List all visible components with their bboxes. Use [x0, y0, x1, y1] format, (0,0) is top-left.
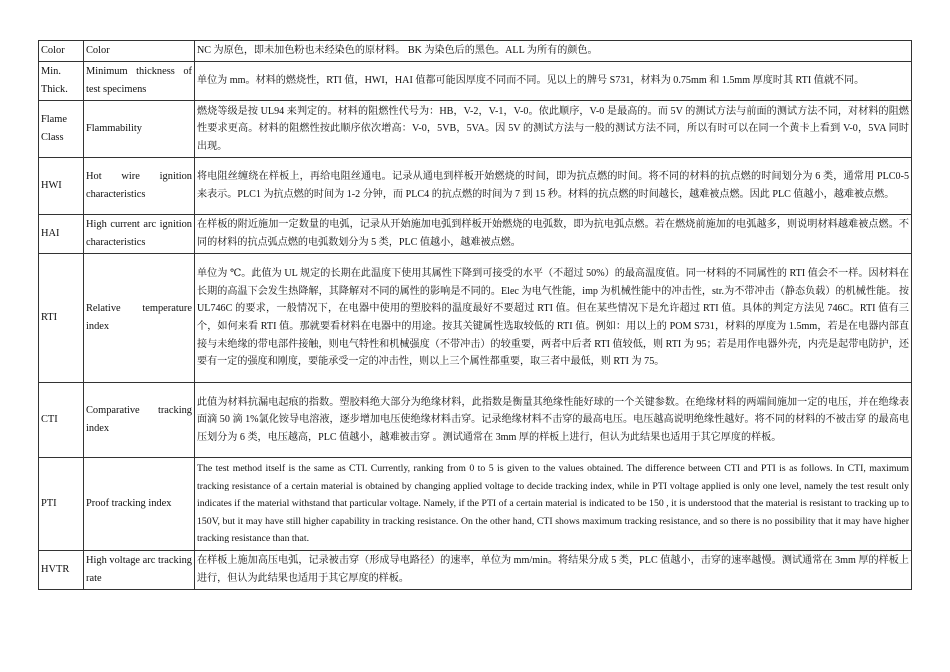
abbreviation-cell: HAI: [39, 215, 84, 254]
table-row-cti: [39, 383, 912, 458]
table-row-hai: [39, 215, 912, 254]
table-row-min-thickness: [39, 62, 912, 101]
abbreviation-cell: HWI: [39, 158, 84, 215]
abbreviation-cell: HVTR: [39, 551, 84, 590]
description-cell: The test method itself is the same as CTI. Currently, ranking from 0 to 5 is given to the values obtained. The difference between CTI and PTI is as follows. In CTI, maximum tracking resistance of a certain material is obtained by changing applied voltage to decide tracking index, while in PTI voltage applied is only one level, namely the test result only indicates if the material withstand that particular voltage. Namely, if the PTI of a certain material is indicated to be 150 , it is understood that the material is resistant to tracking up to 150V, but it may have still higher capability in tracking resistance. On the other hand, CTI shows maximum tracking resistance, and so there is no possibility that it may have higher tracking resistance than that.: [195, 458, 912, 551]
description-cell: 单位为 ℃。此值为 UL 规定的长期在此温度下使用其属性下降到可接受的水平（不超过 50%）的最高温度值。同一材料的不同属性的 RTI 值会不一样。因材料在长期的高温下会发生热降解，其降解对不同的属性的影响是不同的。Elec 为电气性能，imp 为机械性能中的冲击性，str.为不带冲击（静态负载）的机械性能。 按 UL746C 的要求，一般情况下，在电器中使用的塑胶料的温度最好不要超过 RTI 值。但在某些情况下是允许超过 RTI 值。具体的判定方法见 746C。RTI 值有三个，如何来看 RTI 值。那就要看材料在电器中的用途。按其关键属性选取较低的 RTI 值。例如：用以上的 POM S731，材料的厚度为 1.5mm，若是在电器内部直接与未绝缘的带电部件接触，则电气特性和机械强度（不带冲击）的较重要，两者中后者 RTI 值较低，则 RTI 为 95；若是用作电器外壳，内壳是起带电防护，还要有一定的强度和刚度，要能承受一定的冲击性，则以上三个属性都重要，取三者中最低，则 RTI 为 75。: [195, 254, 912, 383]
property-name-cell: High current arc ignition characteristics: [84, 215, 195, 254]
description-cell: 此值为材料抗漏电起痕的指数。塑胶料绝大部分为绝缘材料，此指数是衡量其绝缘性能好球的一个关键参数。在绝缘材料的两端间施加一定的电压，并在绝缘表面滴 50 滴 1%氯化铵导电溶液，逐步增加电压使绝缘材料击穿。记录绝缘材料不击穿的最高电压。电压越高说明绝缘性越好。将不同的材料的不被击穿 的最高电压划分为 6 类，电压越高，PLC 值越小，越难被击穿 。测试通常在 3mm 厚的样板上进行，但认为此结果也适用于其它厚度的样板。: [195, 383, 912, 458]
table-row-pti: [39, 458, 912, 551]
table-row-hvtr: [39, 551, 912, 590]
property-name-cell: High voltage arc tracking rate: [84, 551, 195, 590]
table-row-hwi: [39, 158, 912, 215]
abbreviation-cell: CTI: [39, 383, 84, 458]
abbreviation-cell: Color: [39, 41, 84, 62]
property-name-cell: Relative temperature index: [84, 254, 195, 383]
property-name-cell: Color: [84, 41, 195, 62]
description-cell: 在样板上施加高压电弧，记录被击穿（形成导电路径）的速率，单位为 mm/min。将结果分成 5 类，PLC 值越小，击穿的速率越慢。测试通常在 3mm 厚的样板上进行，但认为此结果也适用于其它厚度的样板。: [195, 551, 912, 590]
table-row-rti: [39, 254, 912, 383]
table-row-flame-class: [39, 101, 912, 158]
property-name-cell: Minimum thickness of test specimens: [84, 62, 195, 101]
description-cell: 燃烧等级是按 UL94 来判定的。材料的阻燃性代号为：HB，V-2，V-1，V-0。依此顺序，V-0 是最高的。而 5V 的测试方法与前面的测试方法不同，对材料的阻燃性要求更高。材料的阻燃性按此顺序依次增高：V-0，5VB，5VA。因 5V 的测试方法与一般的测试方法不同，所以有时可以在同一个黄卡上看到 V-0，5VA 同时出现。: [195, 101, 912, 158]
property-name-cell: Comparative tracking index: [84, 383, 195, 458]
property-name-cell: Hot wire ignition characteristics: [84, 158, 195, 215]
description-cell: 单位为 mm。材料的燃烧性，RTI 值，HWI，HAI 值都可能因厚度不同而不同。见以上的牌号 S731，材料为 0.75mm 和 1.5mm 厚度时其 RTI 值就不同。: [195, 62, 912, 101]
abbreviation-cell: RTI: [39, 254, 84, 383]
property-name-cell: Proof tracking index: [84, 458, 195, 551]
description-cell: NC 为原色，即未加色粉也未经染色的原材料。 BK 为染色后的黑色。ALL 为所有的颜色。: [195, 41, 912, 62]
property-name-cell: Flammability: [84, 101, 195, 158]
table-row-color: [39, 41, 912, 62]
description-cell: 在样板的附近施加一定数量的电弧，记录从开始施加电弧到样板开始燃烧的电弧数，即为抗电弧点燃。若在燃烧前施加的电弧越多，则说明材料越难被点燃。不同的材料的抗点弧点燃的电弧数划分为 5 类，PLC 值越小，越难被点燃。: [195, 215, 912, 254]
abbreviation-cell: PTI: [39, 458, 84, 551]
description-cell: 将电阻丝缠绕在样板上，再给电阻丝通电。记录从通电到样板开始燃烧的时间，即为抗点燃的时间。将不同的材料的抗点燃的时间划分为 6 类，通常用 PLC0-5 来表示。PLC1 为抗点燃的时间为 1-2 分钟，而 PLC4 的抗点燃的时间为 7 到 15 秒。材料的抗点燃的时间越长，越难被点燃。因此 PLC 值越小，越难被点燃。: [195, 158, 912, 215]
abbreviation-cell: Min. Thick.: [39, 62, 84, 101]
abbreviation-cell: Flame Class: [39, 101, 84, 158]
property-definitions-table: [38, 40, 912, 590]
